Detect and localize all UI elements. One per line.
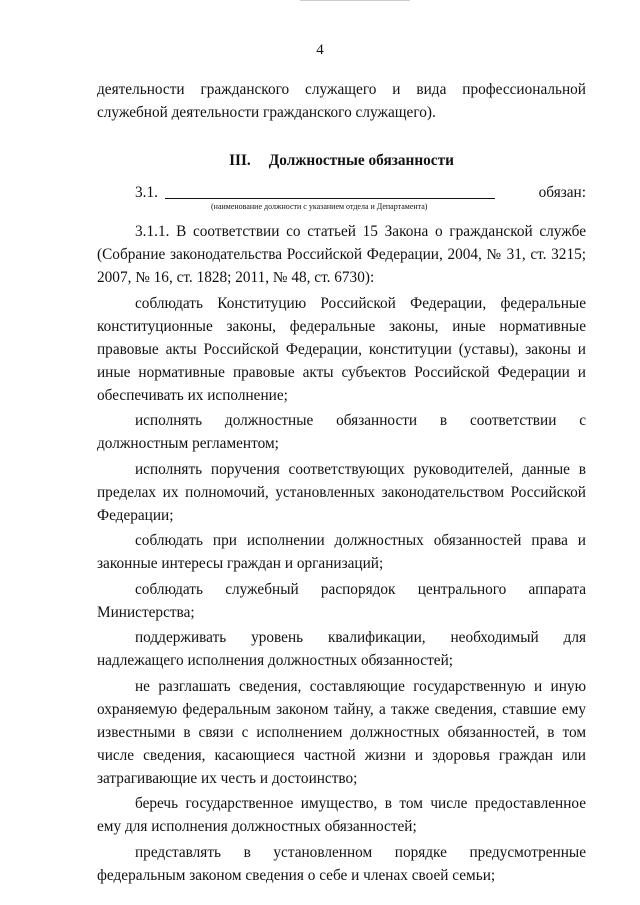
duty-paragraph: соблюдать Конституцию Российской Федерации, федеральные конституционные законы, федеральные законы, иные нормативные правовые акты Российской Федерации, конституции (уставы), законы и иные нормативные правовые акты субъектов Российской Федерации и обеспечивать их исполнение; <box>97 294 586 404</box>
clause-3-1-obligated: обязан: <box>538 184 586 201</box>
duty-paragraph: беречь государственное имущество, в том числе предоставленное ему для исполнения должностных обязанностей; <box>97 795 586 835</box>
position-caption: (наименование должности с указанием отдела и Департамента) <box>211 202 428 211</box>
clause-3-1-label: 3.1. <box>135 184 158 201</box>
section-number: III. <box>229 152 251 169</box>
duty-paragraph: соблюдать служебный распорядок центрального аппарата Министерства; <box>97 580 586 621</box>
duty-paragraph: поддерживать уровень квалификации, необходимый для надлежащего исполнения должностных обязанностей; <box>97 629 586 669</box>
duty-paragraph: исполнять должностные обязанности в соответствии с должностным регламентом; <box>97 412 586 452</box>
document-body <box>97 78 586 887</box>
clause-3-1-line <box>97 181 586 204</box>
top-edge-rule <box>300 0 410 1</box>
position-blank-line <box>165 198 495 199</box>
page-number: 4 <box>316 42 324 58</box>
duty-paragraph: представлять в установленном порядке предусмотренные федеральным законом сведения о себе и членах своей семьи; <box>97 843 586 884</box>
section-title: Должностные обязанности <box>268 152 454 169</box>
section-heading <box>97 149 586 172</box>
duty-paragraph: исполнять поручения соответствующих руководителей, данные в пределах их полномочий, установленных законодательством Российской Федерации; <box>97 460 586 524</box>
clause-3-1-1-paragraph: 3.1.1. В соответствии со статьей 15 Закона о гражданской службе (Собрание законодательства Российской Федерации, 2004, № 31, ст. 3215; 2007, № 16, ст. 1828; 2011, № 48, ст. 6730): <box>97 223 586 286</box>
duty-paragraph: не разглашать сведения, составляющие государственную и иную охраняемую федеральным законом тайну, а также сведения, ставшие ему известными в связи с исполнением должностных обязанностей, в том числе сведения, касающиеся частной жизни и здоровья граждан или затрагивающие их честь и достоинство; <box>97 677 586 787</box>
intro-paragraph: деятельности гражданского служащего и вида профессиональной служебной деятельности гражданского служащего). <box>97 81 586 121</box>
duty-paragraph: соблюдать при исполнении должностных обязанностей права и законные интересы граждан и организаций; <box>97 532 586 572</box>
